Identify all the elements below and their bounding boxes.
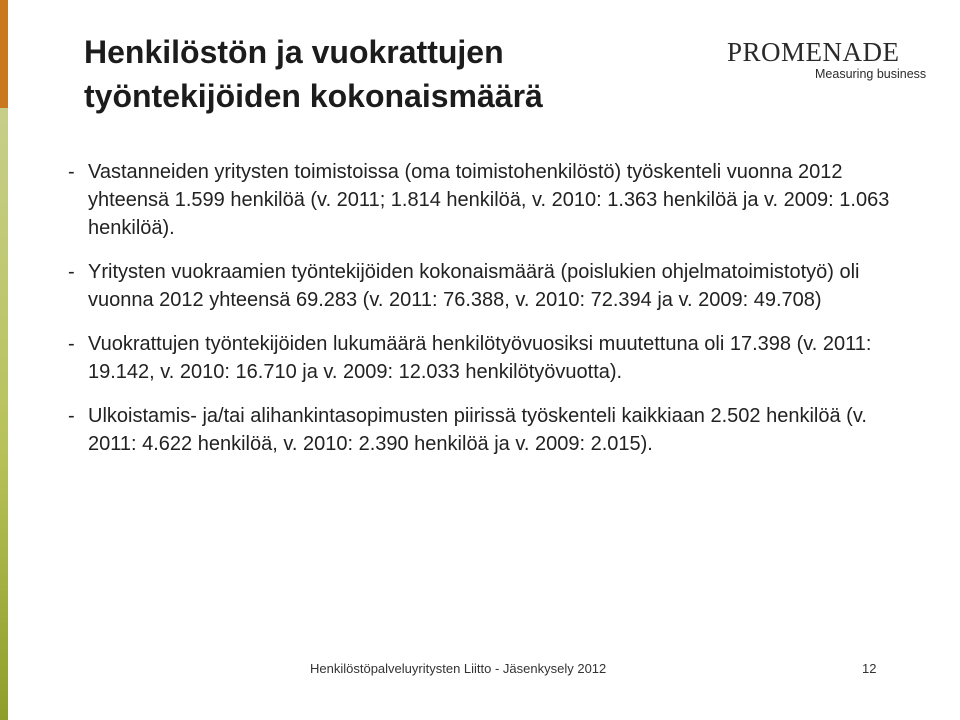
slide-title-line-2: työntekijöiden kokonaismäärä [84,78,543,114]
logo-tagline: Measuring business [815,67,927,81]
bullet-item [68,330,898,386]
footer-text: Henkilöstöpalveluyritysten Liitto - Jäsenkysely 2012 [310,661,607,676]
bullet-item [68,402,898,458]
left-accent-orange [0,0,8,108]
bullet-text: Ulkoistamis- ja/tai alihankintasopimusten piirissä työskenteli kaikkiaan 2.502 henkilöä (v. 2011: 4.622 henkilöä, v. 2010: 2.390 henkilöä ja v. 2009: 2.015). [88,405,867,455]
slide-title [84,30,684,118]
logo-name: PROMENADE [727,37,900,67]
bullet-marker: - [68,261,75,283]
bullet-text: Yritysten vuokraamien työntekijöiden kokonaismäärä (poislukien ohjelmatoimistotyö) oli vuonna 2012 yhteensä 69.283 (v. 2011: 76.388, v. 2010: 72.394 ja v. 2009: 49.708) [88,261,860,311]
bullet-marker: - [68,333,75,355]
promenade-logo [727,38,927,82]
bullet-text: Vastanneiden yritysten toimistoissa (oma toimistohenkilöstö) työskenteli vuonna 2012 yhteensä 1.599 henkilöä (v. 2011; 1.814 henkilöä, v. 2010: 1.363 henkilöä ja v. 2009: 1.063 henkilöä). [88,161,890,239]
slide-title-line-1: Henkilöstön ja vuokrattujen [84,34,504,70]
left-accent-bar [0,0,8,720]
page-number: 12 [862,661,877,676]
bullet-list [68,158,898,474]
left-accent-green [0,108,8,720]
bullet-item [68,158,898,242]
bullet-item [68,258,898,314]
bullet-marker: - [68,161,75,183]
bullet-text: Vuokrattujen työntekijöiden lukumäärä henkilötyövuosiksi muutettuna oli 17.398 (v. 2011: 19.142, v. 2010: 16.710 ja v. 2009: 12.033 henkilötyövuotta). [88,333,872,383]
bullet-marker: - [68,405,75,427]
